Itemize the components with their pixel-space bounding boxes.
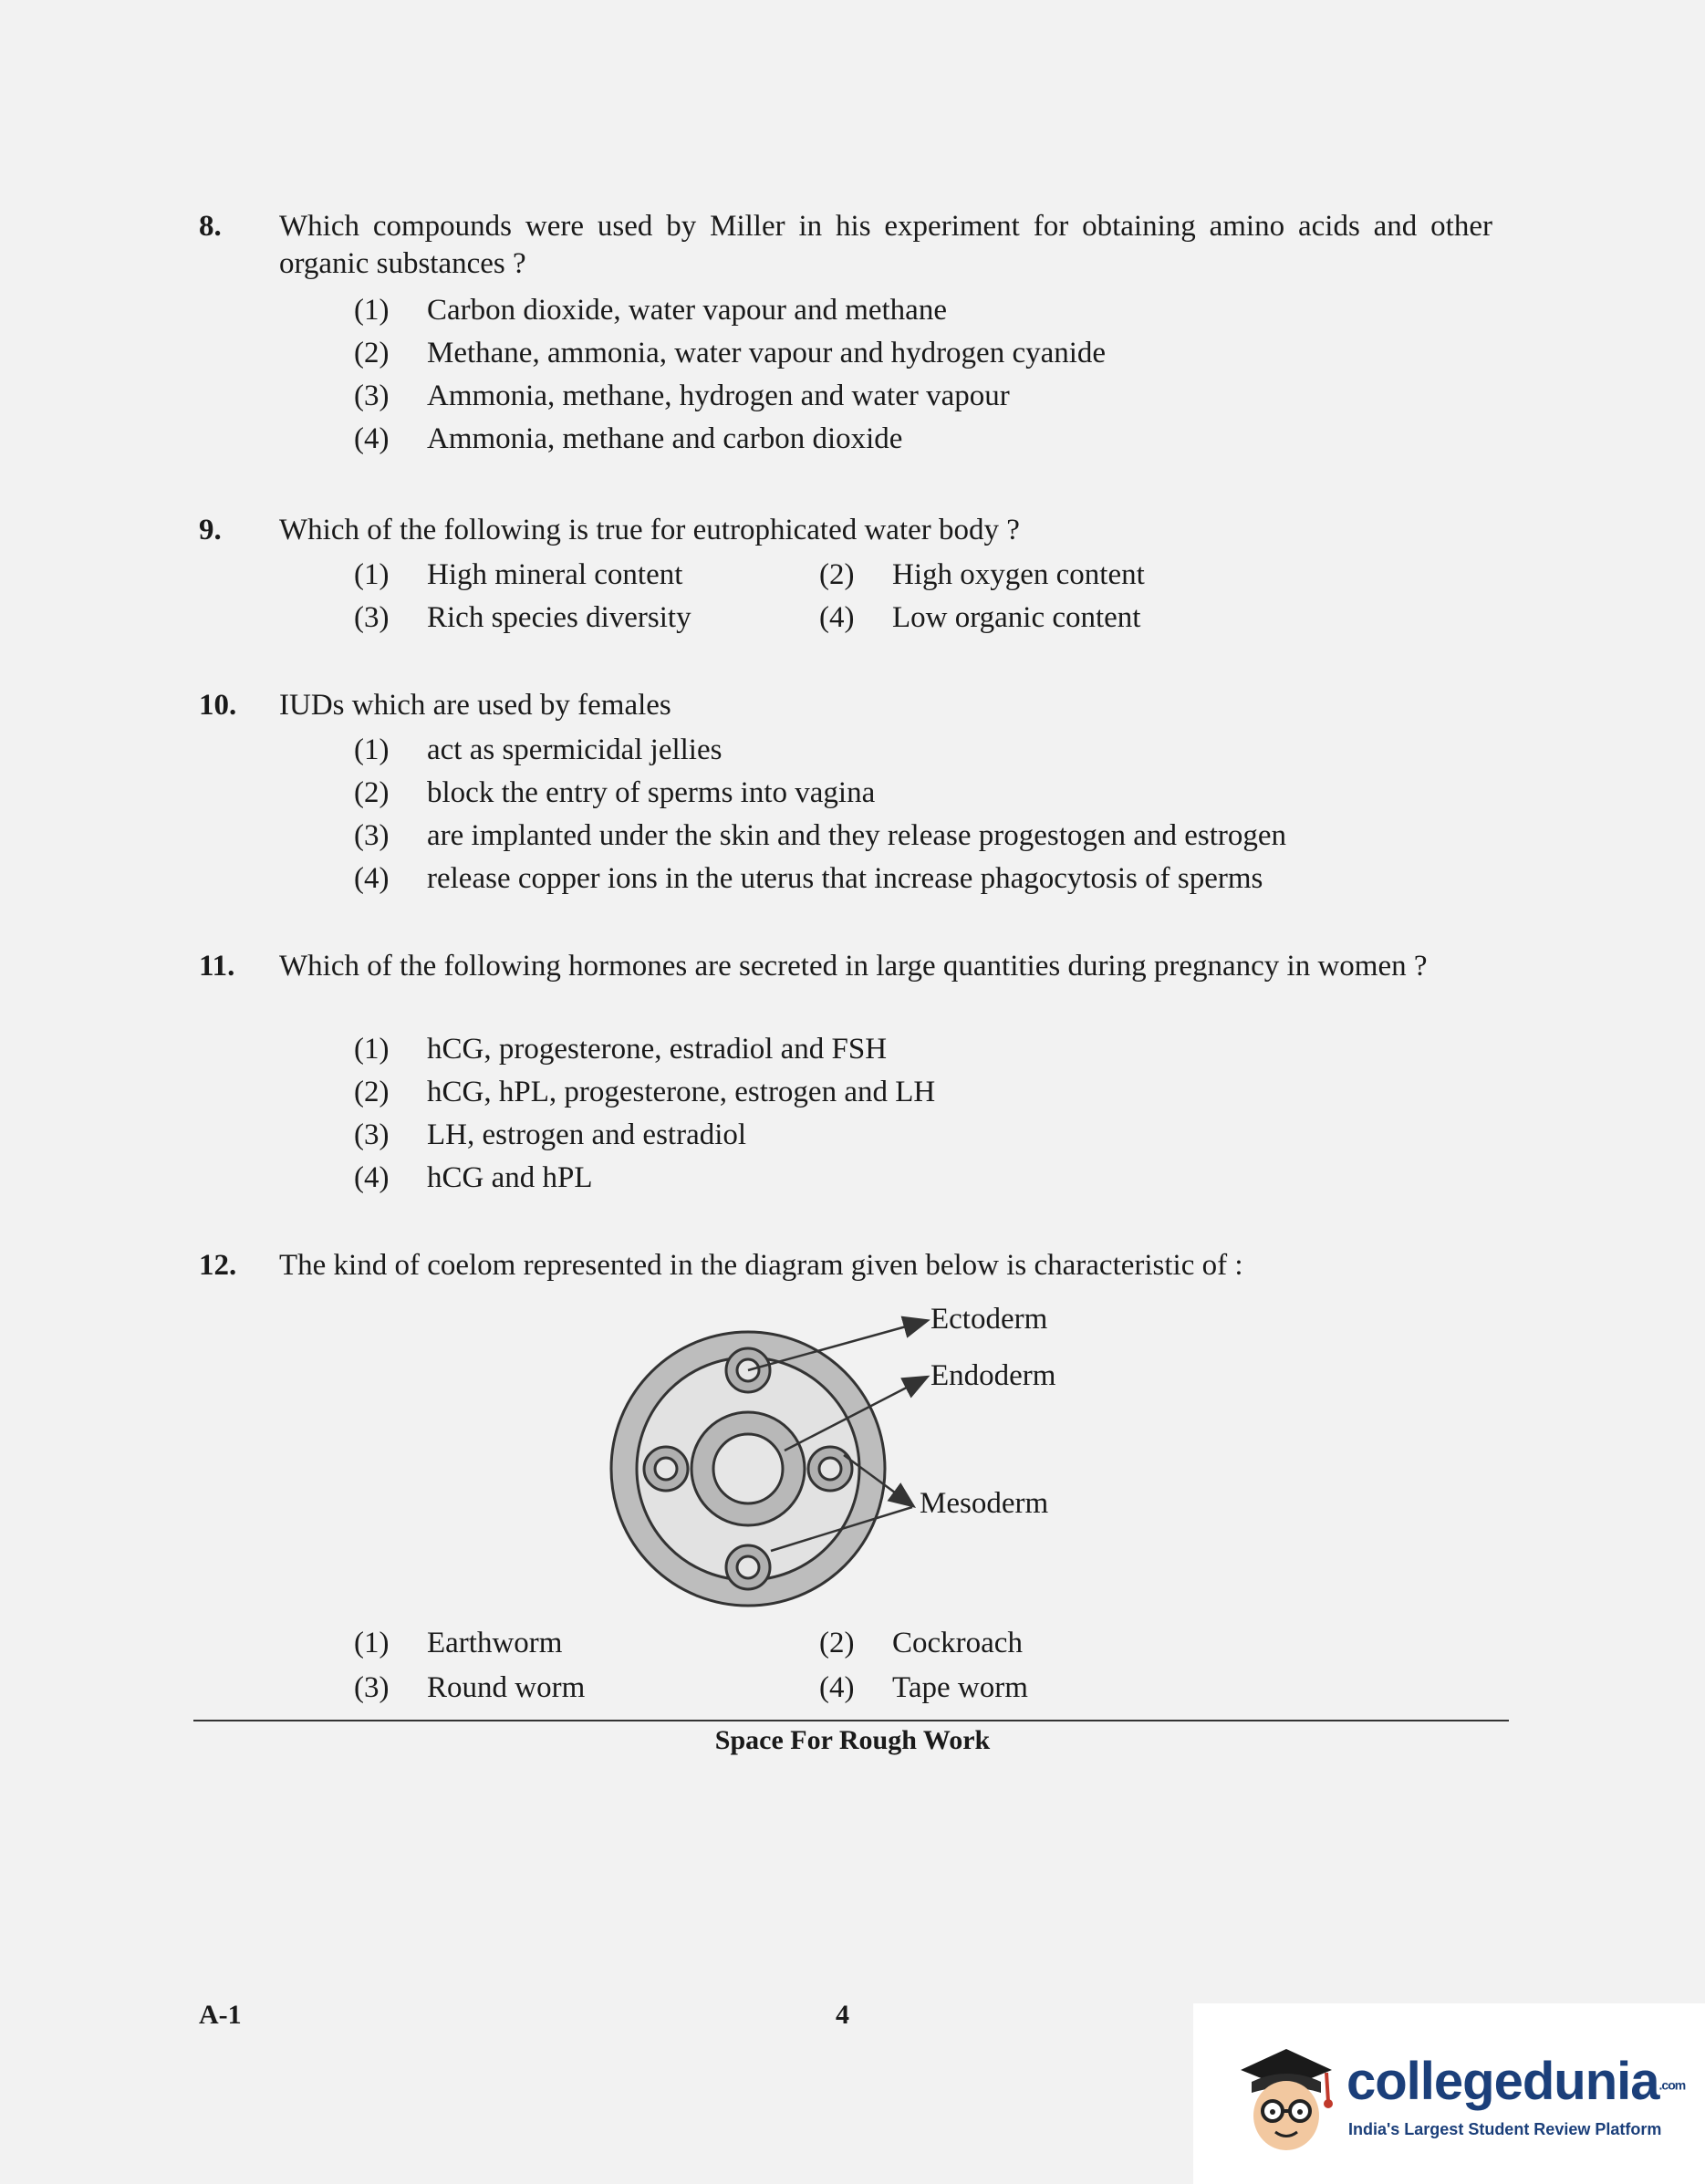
coelom-diagram <box>602 1295 1040 1642</box>
option: (3) LH, estrogen and estradiol <box>354 1118 747 1151</box>
option: (2) hCG, hPL, progesterone, estrogen and LH <box>354 1076 936 1108</box>
question-11 <box>199 948 1485 1030</box>
option: (3) are implanted under the skin and they release progestogen and estrogen <box>354 819 1286 852</box>
option: (4) hCG and hPL <box>354 1161 593 1194</box>
question-12-options <box>199 1625 1485 1716</box>
question-number: 12. <box>199 1249 237 1282</box>
option: (3) Ammonia, methane, hydrogen and water vapour <box>354 380 1010 412</box>
question-10 <box>199 687 1485 728</box>
option: (2) Cockroach <box>819 1627 1023 1659</box>
option: (3) Rich species diversity <box>354 601 691 634</box>
question-text: Which compounds were used by Miller in his experiment for obtaining amino acids and other organic substances ? <box>279 210 1492 280</box>
question-9-options <box>199 556 1485 648</box>
option: (4) Tape worm <box>819 1671 1028 1704</box>
rough-work-label: Space For Rough Work <box>714 1725 991 1755</box>
collegedunia-logo <box>1193 2003 1705 2184</box>
option: (2) High oxygen content <box>819 558 1145 591</box>
question-11-options <box>199 1031 1485 1204</box>
question-text: Which of the following is true for eutrophicated water body ? <box>279 514 1020 546</box>
option: (2) Methane, ammonia, water vapour and hydrogen cyanide <box>354 337 1107 369</box>
mesoderm-label: Mesoderm <box>920 1487 1049 1520</box>
divider-line <box>193 1720 1509 1721</box>
option: (4) release copper ions in the uterus that increase phagocytosis of sperms <box>354 862 1263 895</box>
question-10-options <box>199 732 1485 905</box>
option: (1) act as spermicidal jellies <box>354 733 723 766</box>
option: (4) Ammonia, methane and carbon dioxide <box>354 422 903 455</box>
option: (2) block the entry of sperms into vagina <box>354 776 876 809</box>
paper-code: A-1 <box>199 2000 242 2030</box>
logo-tagline: India's Largest Student Review Platform <box>1348 2120 1662 2138</box>
question-number: 9. <box>199 514 222 546</box>
gut-lumen <box>713 1434 783 1503</box>
option: (1) hCG, progesterone, estradiol and FSH <box>354 1033 888 1066</box>
question-number: 11. <box>199 950 235 983</box>
question-number: 8. <box>199 210 222 243</box>
option: (1) Carbon dioxide, water vapour and methane <box>354 294 947 327</box>
question-text: Which of the following hormones are secreted in large quantities during pregnancy in women ? <box>279 950 1428 983</box>
mascot-icon <box>1232 2038 1341 2157</box>
question-number: 10. <box>199 689 237 722</box>
option: (1) Earthworm <box>354 1627 563 1659</box>
logo-wordmark: collegedunia.com <box>1346 2052 1686 2111</box>
option: (3) Round worm <box>354 1671 586 1704</box>
question-12 <box>199 1247 1485 1288</box>
question-8 <box>199 208 1492 290</box>
question-9 <box>199 512 1485 553</box>
endoderm-label: Endoderm <box>930 1359 1056 1392</box>
question-text: The kind of coelom represented in the diagram given below is characteristic of : <box>279 1249 1243 1282</box>
question-8-options <box>199 292 1485 465</box>
option: (1) High mineral content <box>354 558 683 591</box>
page-number: 4 <box>836 2000 849 2030</box>
option: (4) Low organic content <box>819 601 1141 634</box>
question-text: IUDs which are used by females <box>279 689 671 722</box>
ectoderm-label: Ectoderm <box>930 1303 1048 1336</box>
